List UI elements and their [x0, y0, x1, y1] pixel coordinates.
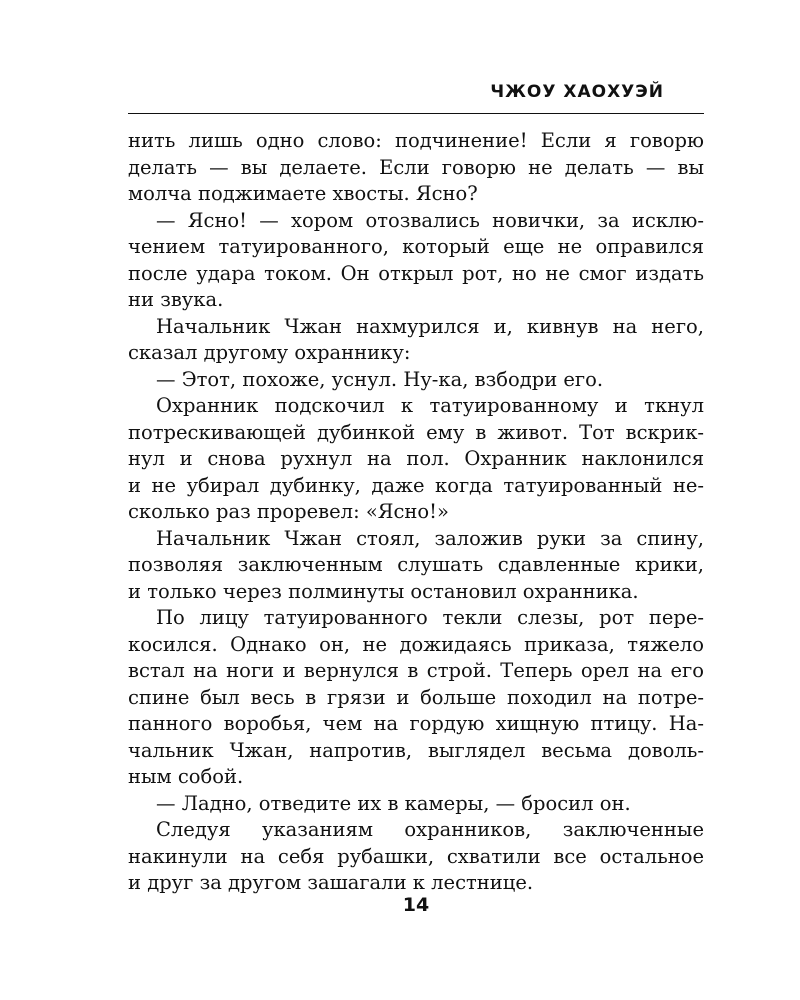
page-number: 14 [402, 894, 430, 916]
text-line: делать — вы делаете. Если говорю не делать — вы [128, 155, 704, 179]
text-line: Охранник подскочил к татуированному и ткнул [156, 394, 704, 417]
text-line: Начальник Чжан стоял, заложив руки за спину, [156, 526, 704, 550]
text-line: панного воробья, чем на гордую хищную птицу. На- [128, 712, 704, 735]
text-line: — Ясно! — хором отозвались новички, за исклю- [156, 208, 704, 232]
text-line: сколько раз проревел: «Ясно!» [128, 500, 449, 523]
text-line: нул и снова рухнул на пол. Охранник наклонился [128, 447, 704, 470]
text-line: после удара током. Он открыл рот, но не смог издать [128, 261, 704, 285]
text-line: встал на ноги и вернулся в строй. Теперь орел на его [128, 659, 704, 682]
text-line: чением татуированного, который еще не оправился [128, 235, 704, 258]
text-line: спине был весь в грязи и больше походил на потре- [128, 685, 704, 709]
text-line: и не убирал дубинку, даже когда татуированный не- [128, 473, 704, 497]
text-line: позволяя заключенным слушать сдавленные крики, [128, 553, 704, 576]
text-line: Следуя указаниям охранников, заключенные [156, 818, 704, 841]
text-line: и только через полминуты остановил охранника. [128, 579, 639, 603]
text-line: По лицу татуированного текли слезы, рот пере- [156, 606, 704, 629]
text-line: ни звука. [128, 288, 224, 311]
text-line: ным собой. [128, 765, 244, 788]
text-line: чальник Чжан, напротив, выглядел весьма доволь- [128, 738, 704, 762]
header-rule [128, 113, 704, 114]
text-line: сказал другому охраннику: [128, 341, 411, 364]
running-head: ЧЖОУ ХАОХУЭЙ [490, 82, 664, 102]
text-line: — Этот, похоже, уснул. Ну-ка, взбодри его. [156, 367, 604, 391]
text-line: Начальник Чжан нахмурился и, кивнув на него, [156, 314, 704, 338]
text-line: нить лишь одно слово: подчинение! Если я говорю [128, 129, 704, 152]
body-text [128, 128, 704, 897]
text-line: косился. Однако он, не дожидаясь приказа, тяжело [128, 632, 704, 656]
text-line: накинули на себя рубашки, схватили все остальное [128, 844, 704, 868]
text-line: — Ладно, отведите их в камеры, — бросил он. [156, 791, 631, 815]
text-line: и друг за другом зашагали к лестнице. [128, 871, 534, 894]
text-line: молча поджимаете хвосты. Ясно? [128, 182, 478, 205]
text-line: потрескивающей дубинкой ему в живот. Тот вскрик- [128, 420, 704, 444]
